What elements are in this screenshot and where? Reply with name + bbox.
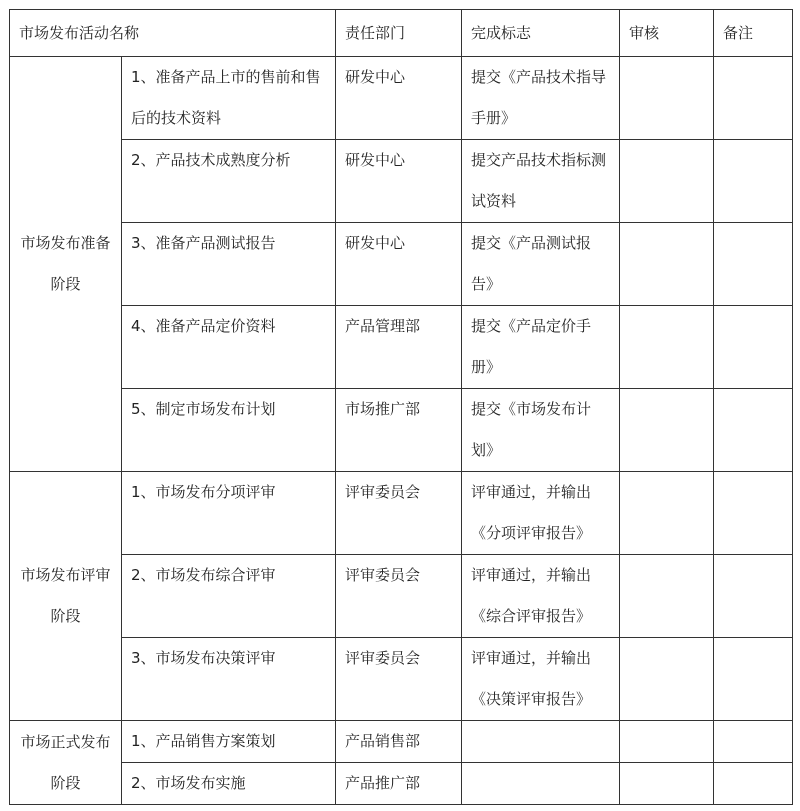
table-row — [10, 389, 793, 472]
table-row — [10, 57, 793, 140]
table-row — [10, 223, 793, 306]
done-cell: 评审通过，并输出《分项评审报告》 — [462, 472, 620, 555]
stage-name: 市场发布评审阶段 — [10, 472, 122, 721]
note-cell — [714, 638, 793, 721]
header-note: 备注 — [714, 10, 793, 57]
dept-cell: 研发中心 — [336, 140, 462, 223]
review-cell — [620, 389, 714, 472]
table-row — [10, 638, 793, 721]
dept-cell: 评审委员会 — [336, 638, 462, 721]
task-cell: 2、市场发布综合评审 — [122, 555, 336, 638]
release-activity-table — [9, 9, 793, 805]
done-cell — [462, 721, 620, 763]
dept-cell: 评审委员会 — [336, 472, 462, 555]
review-cell — [620, 223, 714, 306]
note-cell — [714, 306, 793, 389]
done-cell: 提交《产品测试报告》 — [462, 223, 620, 306]
done-cell: 提交《产品定价手册》 — [462, 306, 620, 389]
table-row — [10, 306, 793, 389]
stage-name: 市场发布准备阶段 — [10, 57, 122, 472]
dept-cell: 市场推广部 — [336, 389, 462, 472]
note-cell — [714, 763, 793, 805]
dept-cell: 产品管理部 — [336, 306, 462, 389]
note-cell — [714, 472, 793, 555]
done-cell: 提交产品技术指标测试资料 — [462, 140, 620, 223]
task-cell: 2、产品技术成熟度分析 — [122, 140, 336, 223]
task-cell: 1、准备产品上市的售前和售后的技术资料 — [122, 57, 336, 140]
task-cell: 1、市场发布分项评审 — [122, 472, 336, 555]
header-review: 审核 — [620, 10, 714, 57]
done-cell — [462, 763, 620, 805]
header-dept: 责任部门 — [336, 10, 462, 57]
review-cell — [620, 472, 714, 555]
table-row — [10, 140, 793, 223]
table-row — [10, 763, 793, 805]
note-cell — [714, 555, 793, 638]
done-cell: 评审通过，并输出《决策评审报告》 — [462, 638, 620, 721]
task-cell: 3、市场发布决策评审 — [122, 638, 336, 721]
review-cell — [620, 721, 714, 763]
task-cell: 3、准备产品测试报告 — [122, 223, 336, 306]
review-cell — [620, 140, 714, 223]
note-cell — [714, 389, 793, 472]
header-row — [10, 10, 793, 57]
task-cell: 5、制定市场发布计划 — [122, 389, 336, 472]
task-cell: 4、准备产品定价资料 — [122, 306, 336, 389]
dept-cell: 研发中心 — [336, 223, 462, 306]
review-cell — [620, 638, 714, 721]
review-cell — [620, 306, 714, 389]
note-cell — [714, 140, 793, 223]
table-row — [10, 472, 793, 555]
done-cell: 提交《市场发布计划》 — [462, 389, 620, 472]
table-row — [10, 721, 793, 763]
task-cell: 2、市场发布实施 — [122, 763, 336, 805]
review-cell — [620, 57, 714, 140]
note-cell — [714, 721, 793, 763]
done-cell: 评审通过，并输出《综合评审报告》 — [462, 555, 620, 638]
table-row — [10, 555, 793, 638]
header-activity: 市场发布活动名称 — [10, 10, 336, 57]
note-cell — [714, 57, 793, 140]
done-cell: 提交《产品技术指导手册》 — [462, 57, 620, 140]
dept-cell: 产品推广部 — [336, 763, 462, 805]
review-cell — [620, 763, 714, 805]
stage-name: 市场正式发布阶段 — [10, 721, 122, 805]
header-done: 完成标志 — [462, 10, 620, 57]
note-cell — [714, 223, 793, 306]
dept-cell: 产品销售部 — [336, 721, 462, 763]
dept-cell: 评审委员会 — [336, 555, 462, 638]
dept-cell: 研发中心 — [336, 57, 462, 140]
review-cell — [620, 555, 714, 638]
task-cell: 1、产品销售方案策划 — [122, 721, 336, 763]
